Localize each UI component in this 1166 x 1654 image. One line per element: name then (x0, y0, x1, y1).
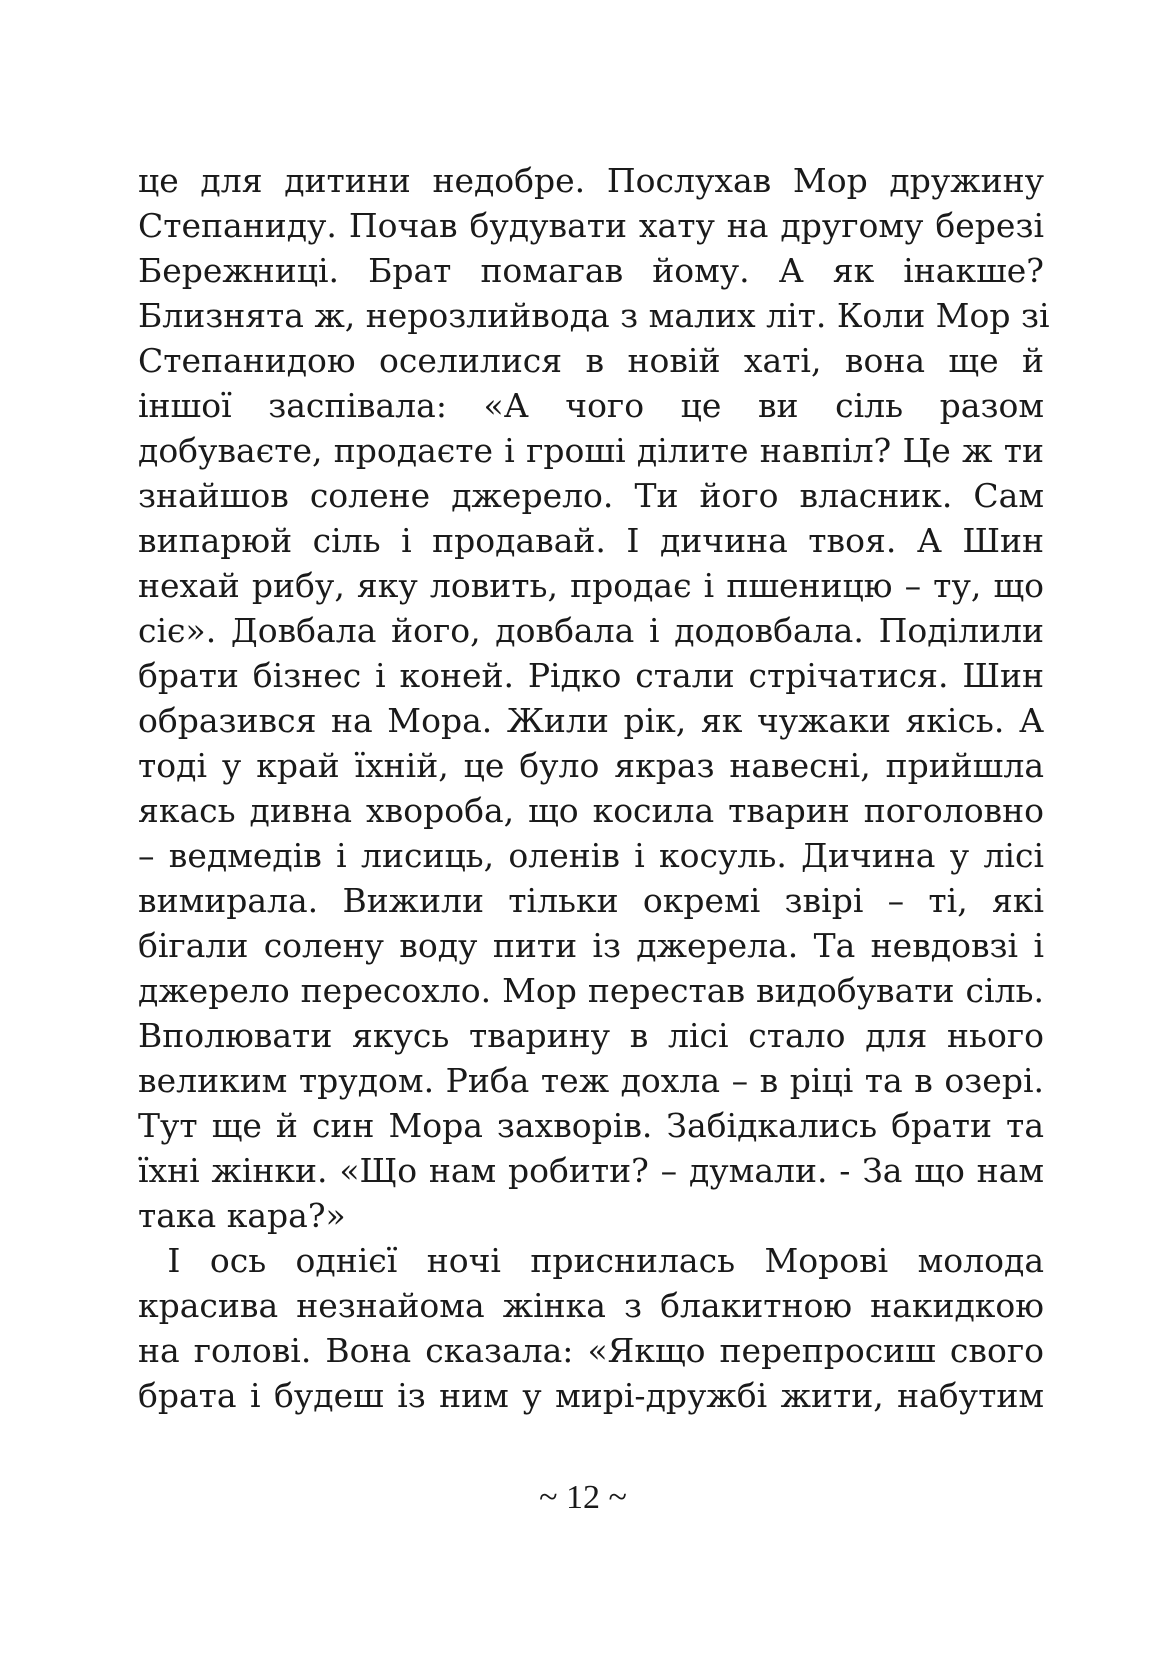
text-line: Степаниду. Почав будувати хату на другому березі (138, 206, 1044, 245)
text-line: великим трудом. Риба теж дохла – в ріці та в озері. (138, 1061, 1044, 1100)
body-text (138, 158, 1050, 1418)
text-line: випарюй сіль і продавай. І дичина твоя. А Шин (138, 521, 1044, 560)
text-line: джерело пересохло. Мор перестав видобувати сіль. (138, 971, 1044, 1010)
text-line: брати бізнес і коней. Рідко стали стрічатися. Шин (138, 656, 1044, 695)
text-line-paragraph-end: така кара?» (138, 1196, 346, 1235)
text-line: красива незнайома жінка з блакитною накидкою (138, 1286, 1044, 1325)
text-line: Близнята ж, нерозлийвода з малих літ. Коли Мор зі (138, 296, 1050, 335)
text-line: образився на Мора. Жили рік, як чужаки якісь. А (138, 701, 1044, 740)
text-line: це для дитини недобре. Послухав Мор дружину (138, 161, 1044, 200)
text-line: знайшов солене джерело. Ти його власник. Сам (138, 476, 1044, 515)
text-line: бігали солену воду пити із джерела. Та невдовзі і (138, 926, 1044, 965)
text-line: нехай рибу, яку ловить, продає і пшеницю – ту, що (138, 566, 1044, 605)
text-line-paragraph-start: І ось однієї ночі приснилась Морові молода (138, 1241, 1044, 1280)
text-line: якась дивна хвороба, що косила тварин поголовно (138, 791, 1044, 830)
text-line: їхні жінки. «Що нам робити? – думали. - За що нам (138, 1151, 1044, 1190)
text-line: Вполювати якусь тварину в лісі стало для нього (138, 1016, 1044, 1055)
text-line: вимирала. Вижили тільки окремі звірі – ті, які (138, 881, 1044, 920)
page-number: ~ 12 ~ (539, 1479, 627, 1516)
text-line: на голові. Вона сказала: «Якщо перепросиш свого (138, 1331, 1044, 1370)
text-line: – ведмедів і лисиць, оленів і косуль. Дичина у лісі (138, 836, 1044, 875)
text-line: добуваєте, продаєте і гроші ділите навпіл? Це ж ти (138, 431, 1044, 470)
text-line: тоді у край їхній, це було якраз навесні, прийшла (138, 746, 1044, 785)
text-line: брата і будеш із ним у мирі-дружбі жити, набутим (138, 1376, 1044, 1415)
text-line: Тут ще й син Мора захворів. Забідкались брати та (138, 1106, 1044, 1145)
text-line: сіє». Довбала його, довбала і додовбала. Поділили (138, 611, 1044, 650)
text-line: Бережниці. Брат помагав йому. А як інакше? (138, 251, 1044, 290)
text-line: Степанидою оселилися в новій хаті, вона ще й (138, 341, 1044, 380)
text-line: іншої заспівала: «А чого це ви сіль разом (138, 386, 1044, 425)
